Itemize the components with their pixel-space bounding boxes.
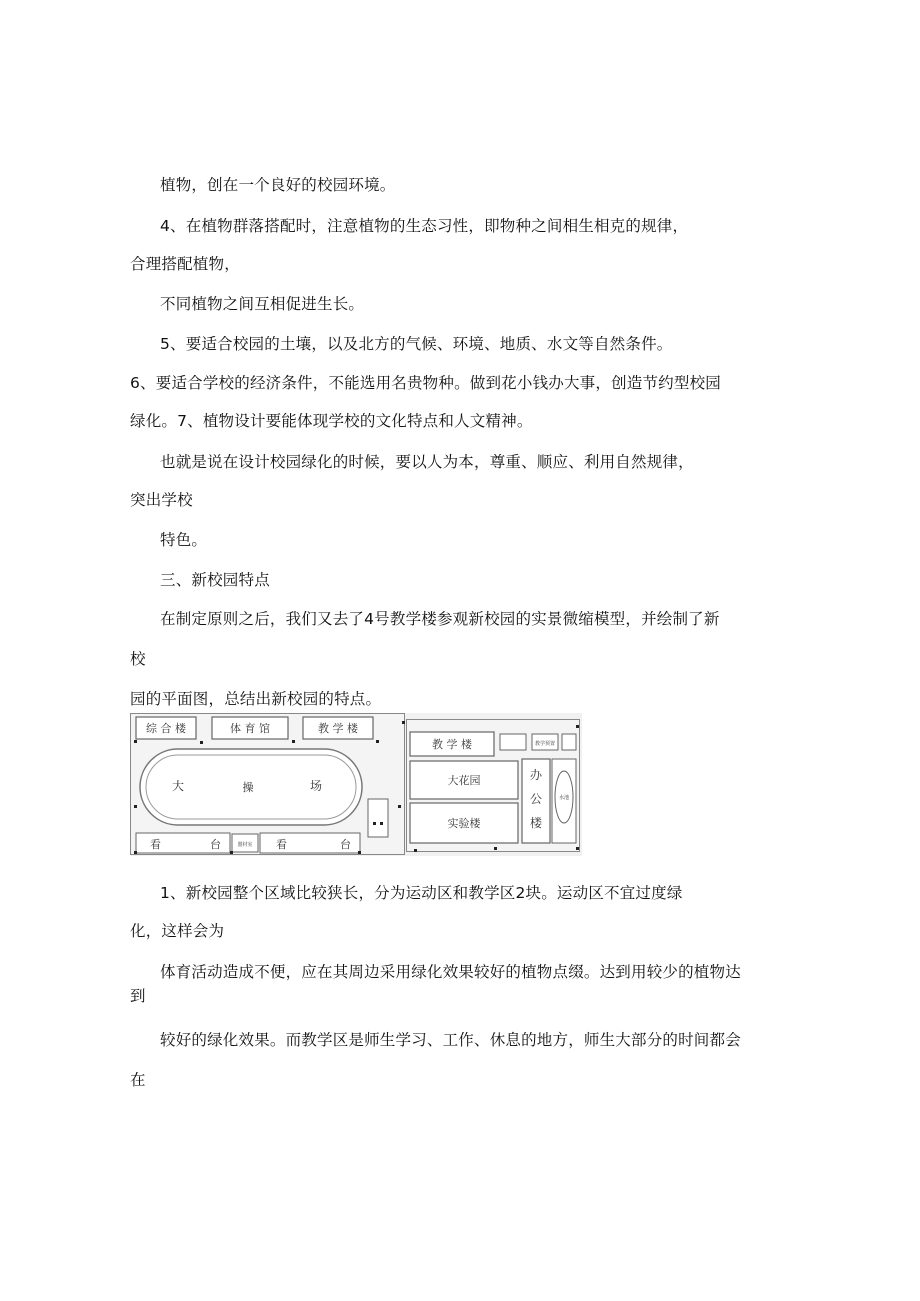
text-line: 特色。 xyxy=(160,531,208,549)
text-line: 在制定原则之后，我们又去了4号教学楼参观新校园的实景微缩模型，并绘制了新 xyxy=(160,610,720,628)
text-line: 1、新校园整个区域比较狭长，分为运动区和教学区2块。运动区不宜过度绿 xyxy=(160,884,683,902)
office-label-gong: 公 xyxy=(529,792,543,806)
small-room-a xyxy=(500,734,526,750)
section-heading: 三、新校园特点 xyxy=(160,571,270,589)
campus-plan-svg xyxy=(130,713,582,856)
office-label-ban: 办 xyxy=(529,768,543,782)
text-line: 校 xyxy=(130,650,146,668)
track-label-cao: 操 xyxy=(242,781,254,794)
teaching-west-label: 教 学 楼 xyxy=(318,722,358,735)
track-label-da: 大 xyxy=(171,779,185,793)
track-label-chang: 场 xyxy=(309,779,323,793)
stand-east-kan: 看 xyxy=(276,838,287,851)
teaching-east-label: 教 学 楼 xyxy=(432,738,472,751)
zonghe-label: 综 合 楼 xyxy=(146,722,186,735)
stand-west-tai: 台 xyxy=(210,838,221,851)
text-line: 较好的绿化效果。而教学区是师生学习、工作、休息的地方，师生大部分的时间都会 xyxy=(160,1031,741,1049)
text-line: 5、要适合校园的土壤，以及北方的气候、环境、地质、水文等自然条件。 xyxy=(160,335,673,353)
pond-label: 水池 xyxy=(558,795,570,801)
stand-west-kan: 看 xyxy=(150,838,161,851)
text-line: 化，这样会为 xyxy=(130,922,225,940)
stand-east-tai: 台 xyxy=(340,838,351,851)
text-line: 园的平面图，总结出新校园的特点。 xyxy=(130,690,382,708)
text-line: 4、在植物群落搭配时，注意植物的生态习性，即物种之间相生相克的规律， xyxy=(160,217,689,235)
equipment-room-label: 器材室 xyxy=(237,842,253,848)
text-line: 在 xyxy=(130,1071,146,1089)
text-line: 6、要适合学校的经济条件，不能选用名贵物种。做到花小钱办大事，创造节约型校园 xyxy=(130,374,721,392)
big-garden-label: 大花园 xyxy=(447,774,481,787)
office-label-lou: 楼 xyxy=(529,816,543,830)
text-line: 不同植物之间互相促进生长。 xyxy=(160,295,365,313)
text-line: 植物，创在一个良好的校园环境。 xyxy=(160,176,396,194)
text-line: 突出学校 xyxy=(130,491,193,509)
text-line: 绿化。7、植物设计要能体现学校的文化特点和人文精神。 xyxy=(130,412,533,430)
text-line: 也就是说在设计校园绿化的时候，要以人为本，尊重、顺应、利用自然规律， xyxy=(160,453,694,471)
campus-floor-plan xyxy=(130,713,582,856)
lab-building-label: 实验楼 xyxy=(447,817,481,830)
gym-label: 体 育 馆 xyxy=(230,722,270,735)
text-line: 到 xyxy=(130,987,146,1005)
text-line: 合理搭配植物， xyxy=(130,255,240,273)
small-building-east xyxy=(368,799,388,837)
text-line: 体育活动造成不便，应在其周边采用绿化效果较好的植物点缀。达到用较少的植物达 xyxy=(160,963,741,981)
small-room-b-label: 教学预置 xyxy=(534,741,556,747)
small-room-c xyxy=(562,734,576,750)
